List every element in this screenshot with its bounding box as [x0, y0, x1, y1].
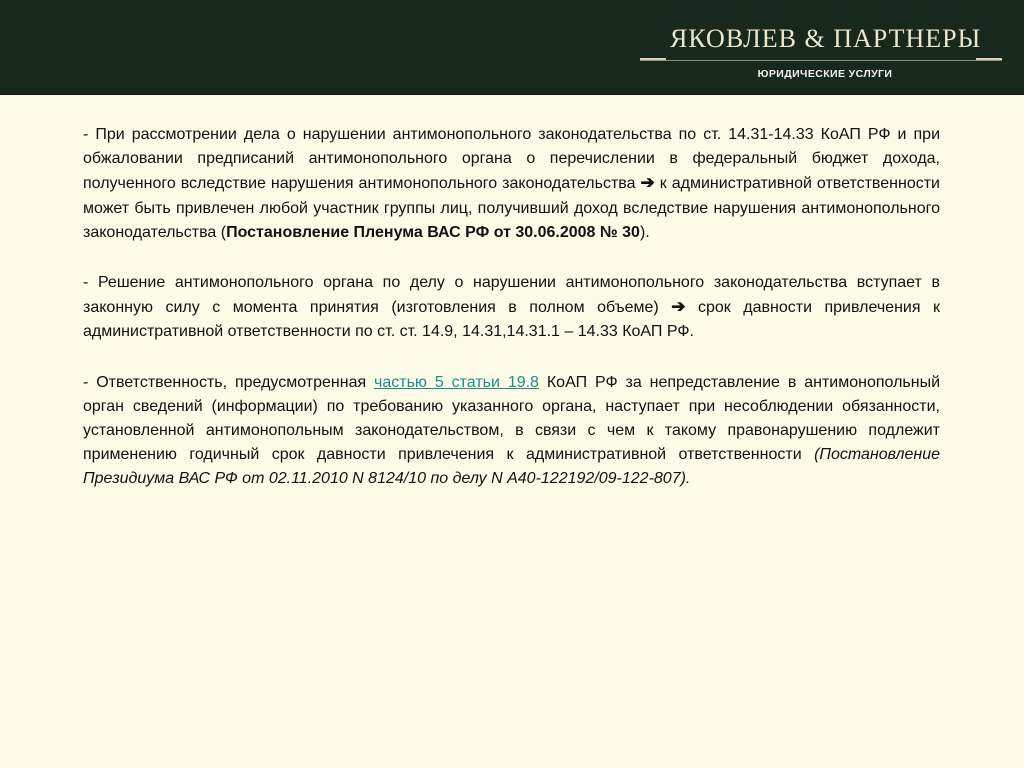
paragraph-2	[83, 271, 940, 345]
paragraph-1-tail: ).	[639, 223, 650, 241]
arrow-right-icon: ➔	[671, 297, 686, 317]
paragraph-2-continuation: срок давности привлечения к административной ответственности по ст. ст. 14.9, 14.31,14.31.1 – 14.33 КоАП РФ.	[83, 299, 940, 341]
paragraph-3-continuation: КоАП РФ за непредставление в антимонопольный орган сведений (информации) по требованию указанного органа, наступает при несоблюдении обязанности, установленной антимонопольным законодательством, в связи с чем к такому правонарушению подлежит применению годичный срок давности привлечения к административной ответственности	[83, 373, 941, 464]
paragraph-3	[83, 371, 940, 492]
company-logo	[640, 24, 1002, 84]
logo-subtitle: ЮРИДИЧЕСКИЕ УСЛУГИ	[757, 68, 893, 80]
slide-content	[83, 123, 940, 518]
article-19-8-link[interactable]: частью 5 статьи 19.8	[374, 373, 539, 391]
plenum-resolution-reference: Постановление Пленума ВАС РФ от 30.06.2008 № 30	[226, 223, 640, 241]
presidium-resolution-reference: (Постановление Президиума ВАС РФ от 02.11.2010 N 8124/10 по делу N А40-122192/09-122-807).	[83, 446, 940, 488]
paragraph-1	[83, 123, 940, 245]
logo-underline	[640, 60, 1002, 61]
arrow-right-icon: ➔	[640, 173, 655, 193]
logo-name: ЯКОВЛЕВ & ПАРТНЕРЫ	[670, 24, 982, 53]
paragraph-1-text: - При рассмотрении дела о нарушении антимонопольного законодательства по ст. 14.31-14.33 КоАП РФ и при обжаловании предписаний антимонопольного органа о перечислении в федеральный бюджет дохода, полученного вследствие нарушения антимонопольного законодательства	[83, 126, 940, 193]
paragraph-2-text: - Решение антимонопольного органа по делу о нарушении антимонопольного законодательства вступает в законную силу с момента принятия (изготовления в полном объеме)	[83, 274, 940, 317]
paragraph-1-continuation: к административной ответственности может быть привлечен любой участник группы лиц, получивший доход вследствие нарушения антимонопольного законодательства (	[83, 175, 940, 241]
paragraph-3-text: - Ответственность, предусмотренная	[83, 373, 375, 391]
header-bar	[0, 0, 1024, 95]
